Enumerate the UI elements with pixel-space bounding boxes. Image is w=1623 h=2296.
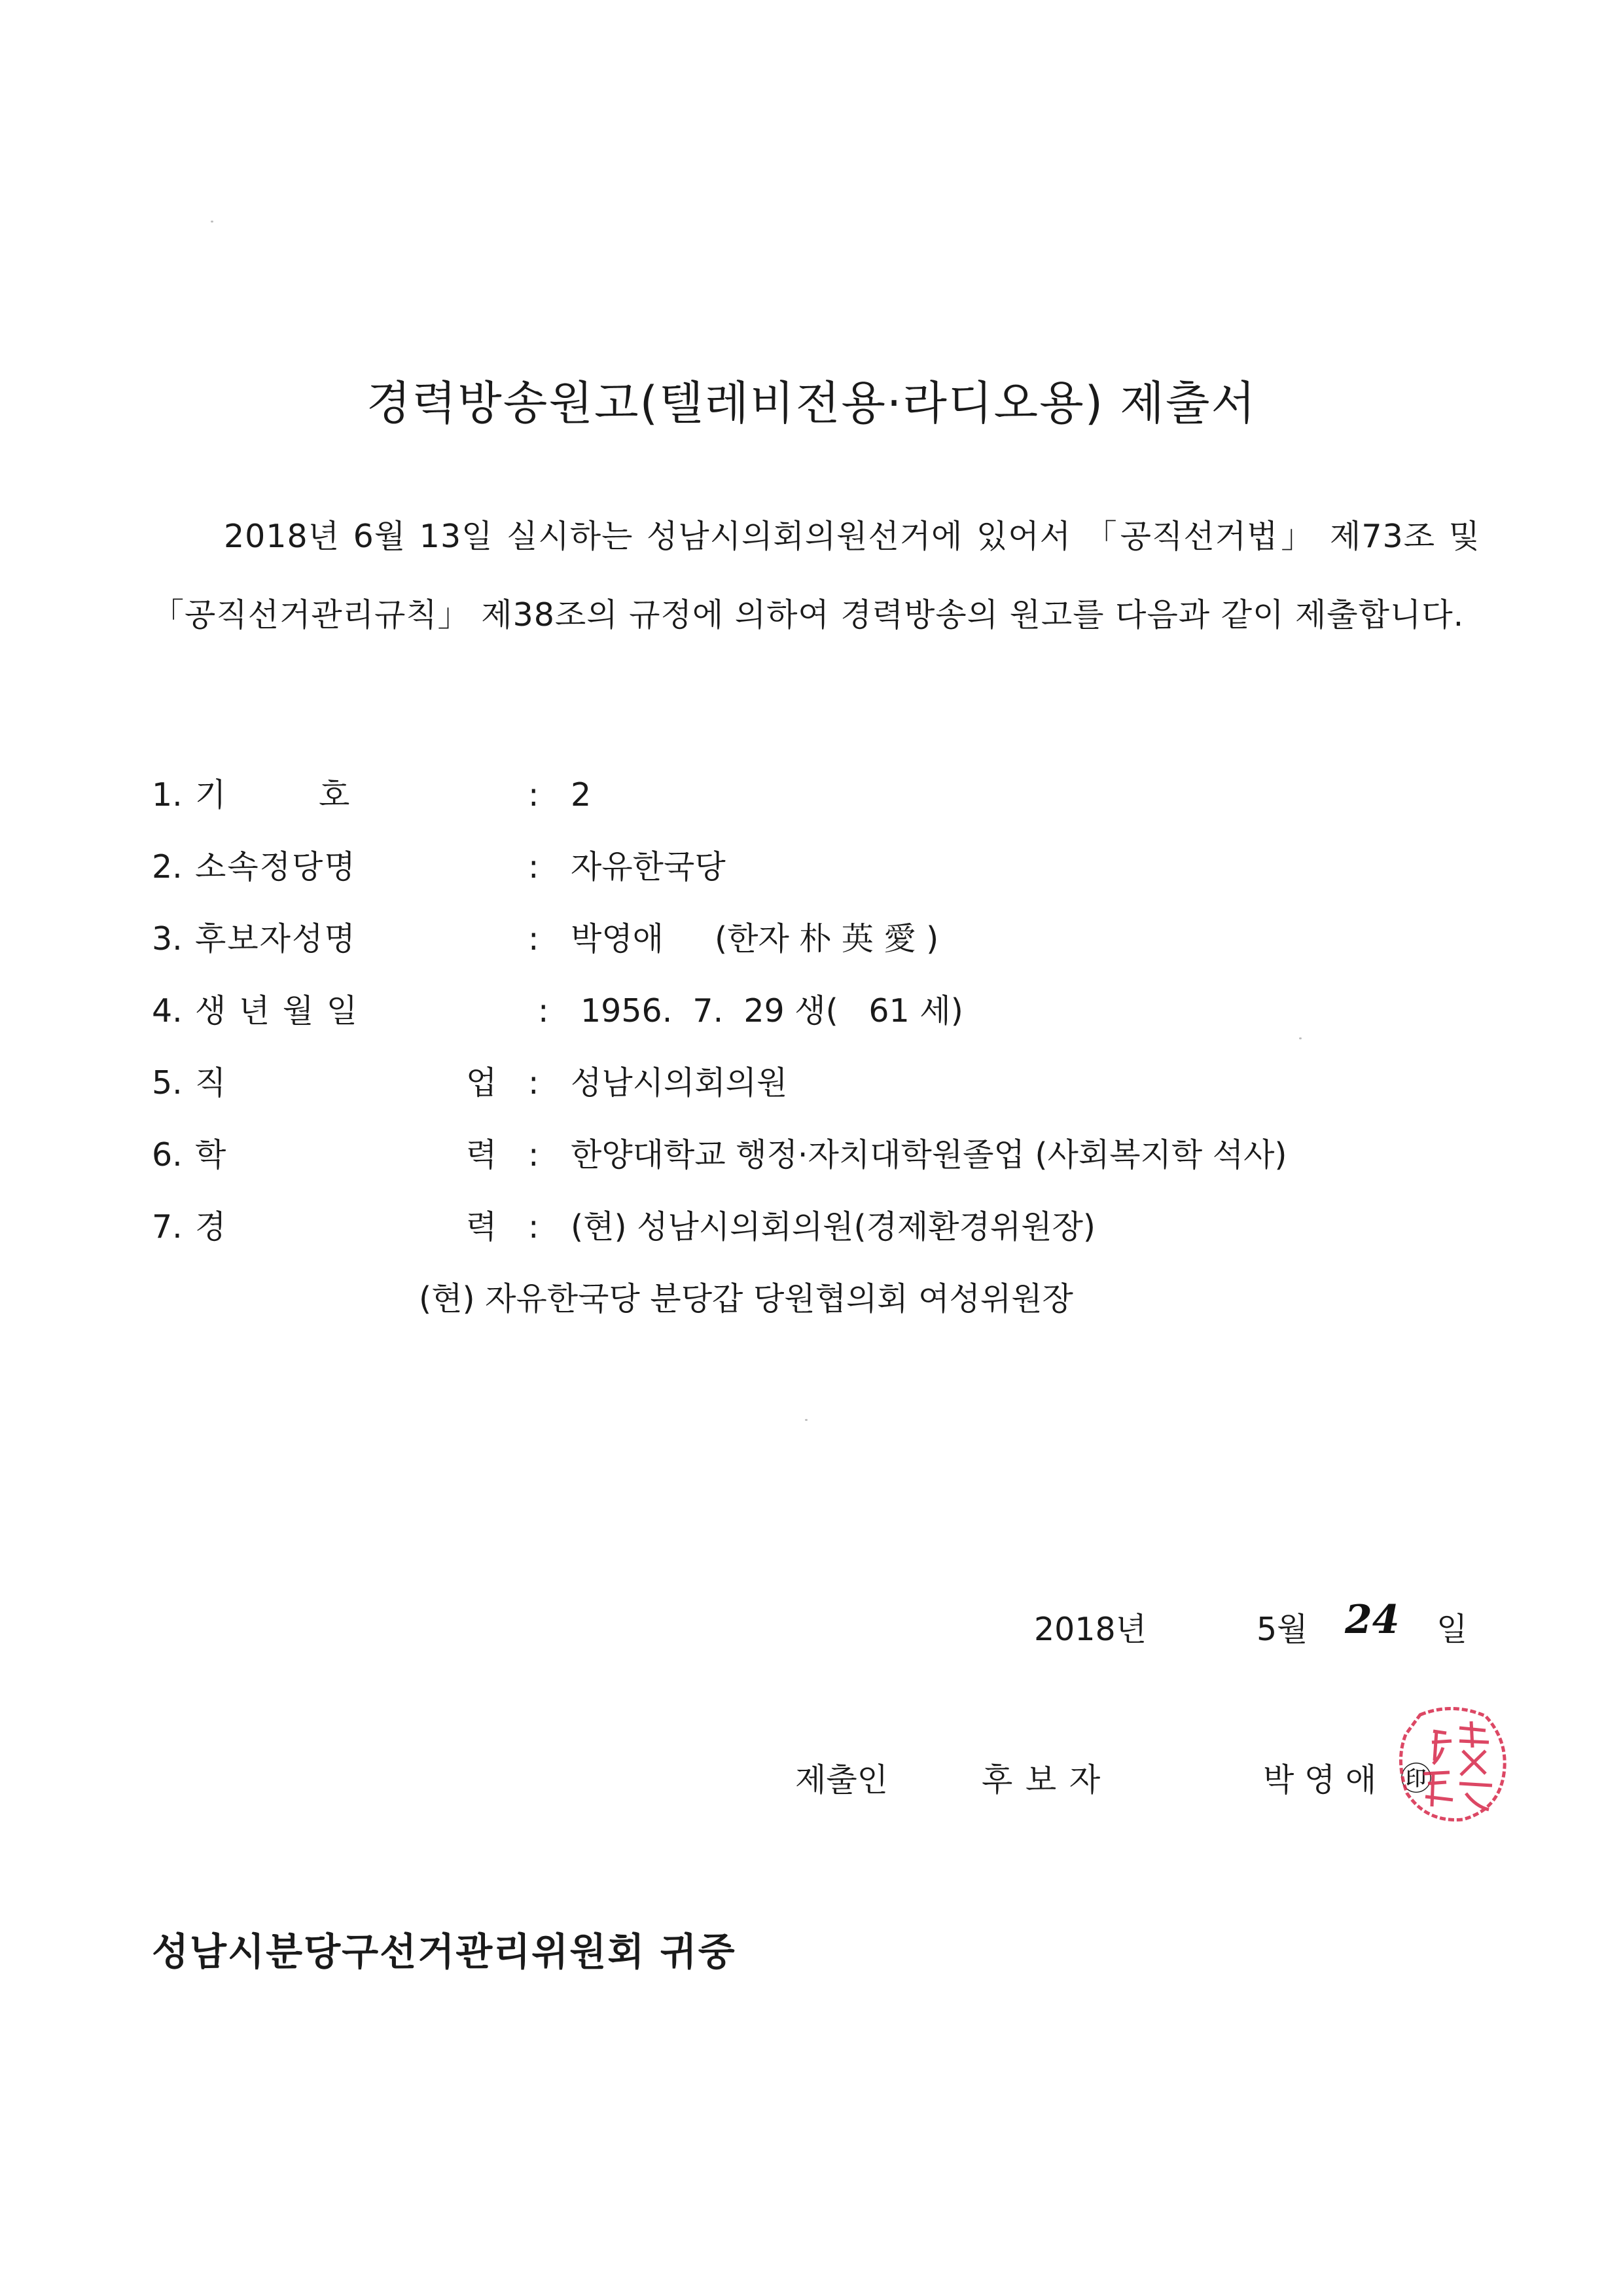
- item-label-part1: 기: [195, 776, 226, 814]
- item-value: 성남시의회의원: [571, 1064, 788, 1102]
- career-line: (현) 성남시의회의원(경제환경위원장): [571, 1208, 1096, 1246]
- item-label-part2: 력: [466, 1136, 497, 1174]
- seal-mark: ㊞: [1400, 1761, 1433, 1797]
- item-number: 7.: [152, 1208, 183, 1246]
- item-colon: :: [528, 776, 539, 814]
- scan-speck: [805, 1419, 808, 1421]
- red-seal-stamp: [1394, 1702, 1512, 1826]
- item-value: 자유한국당: [571, 848, 726, 886]
- item-number: 6.: [152, 1136, 183, 1174]
- item-colon: :: [528, 848, 539, 886]
- item-label-part2: 호: [319, 776, 350, 814]
- date-day-suffix: 일: [1436, 1611, 1468, 1648]
- item-label: 생 년 월 일: [195, 992, 359, 1030]
- item-value: 1956. 7. 29 생( 61 세): [580, 992, 963, 1030]
- item-value: 박영애: [571, 920, 664, 958]
- item-label-part2: 력: [466, 1208, 497, 1246]
- submitter-name: 박 영 애: [1263, 1761, 1377, 1799]
- submitter-role: 후 보 자: [982, 1761, 1102, 1799]
- intro-paragraph: [152, 497, 1480, 655]
- submitter-label: 제출인: [795, 1761, 889, 1799]
- item-number: 3.: [152, 920, 183, 958]
- item-number: 4.: [152, 992, 183, 1030]
- intro-text: 2018년 6월 13일 실시하는 성남시의회의원선거에 있어서 「공직선거법」 제73조 및 「공직선거관리규칙」 제38조의 규정에 의하여 경력방송의 원고를 다음과 같이 제출합니다.: [152, 518, 1480, 634]
- addressee: 성남시분당구선거관리위원회 귀중: [152, 1929, 736, 1974]
- date-month: 5월: [1257, 1611, 1308, 1648]
- document-title: 경력방송원고(텔레비전용·라디오용) 제출서: [366, 376, 1257, 430]
- item-label-part1: 학: [195, 1136, 226, 1174]
- item-number: 1.: [152, 776, 183, 814]
- item-number: 2.: [152, 848, 183, 886]
- item-label-part2: 업: [466, 1064, 497, 1102]
- scan-speck: [1299, 1037, 1302, 1039]
- item-colon: :: [528, 1208, 539, 1246]
- scan-speck: [211, 221, 213, 223]
- item-value: 2: [571, 776, 592, 814]
- item-colon: :: [528, 1064, 539, 1102]
- item-label-part1: 경: [195, 1208, 226, 1246]
- item-number: 5.: [152, 1064, 183, 1102]
- item-label: 후보자성명: [195, 920, 357, 958]
- item-label-part1: 직: [195, 1064, 226, 1102]
- date-year: 2018년: [1034, 1611, 1147, 1648]
- career-line: (현) 자유한국당 분당갑 당원협의회 여성위원장: [419, 1280, 1073, 1318]
- hanja-name: (한자 朴 英 愛 ): [715, 920, 939, 958]
- item-colon: :: [538, 992, 549, 1030]
- item-label: 소속정당명: [195, 848, 357, 886]
- item-colon: :: [528, 920, 539, 958]
- item-colon: :: [528, 1136, 539, 1174]
- item-value: 한양대학교 행정·자치대학원졸업 (사회복지학 석사): [571, 1136, 1287, 1174]
- date-day-handwritten: 24: [1345, 1597, 1400, 1643]
